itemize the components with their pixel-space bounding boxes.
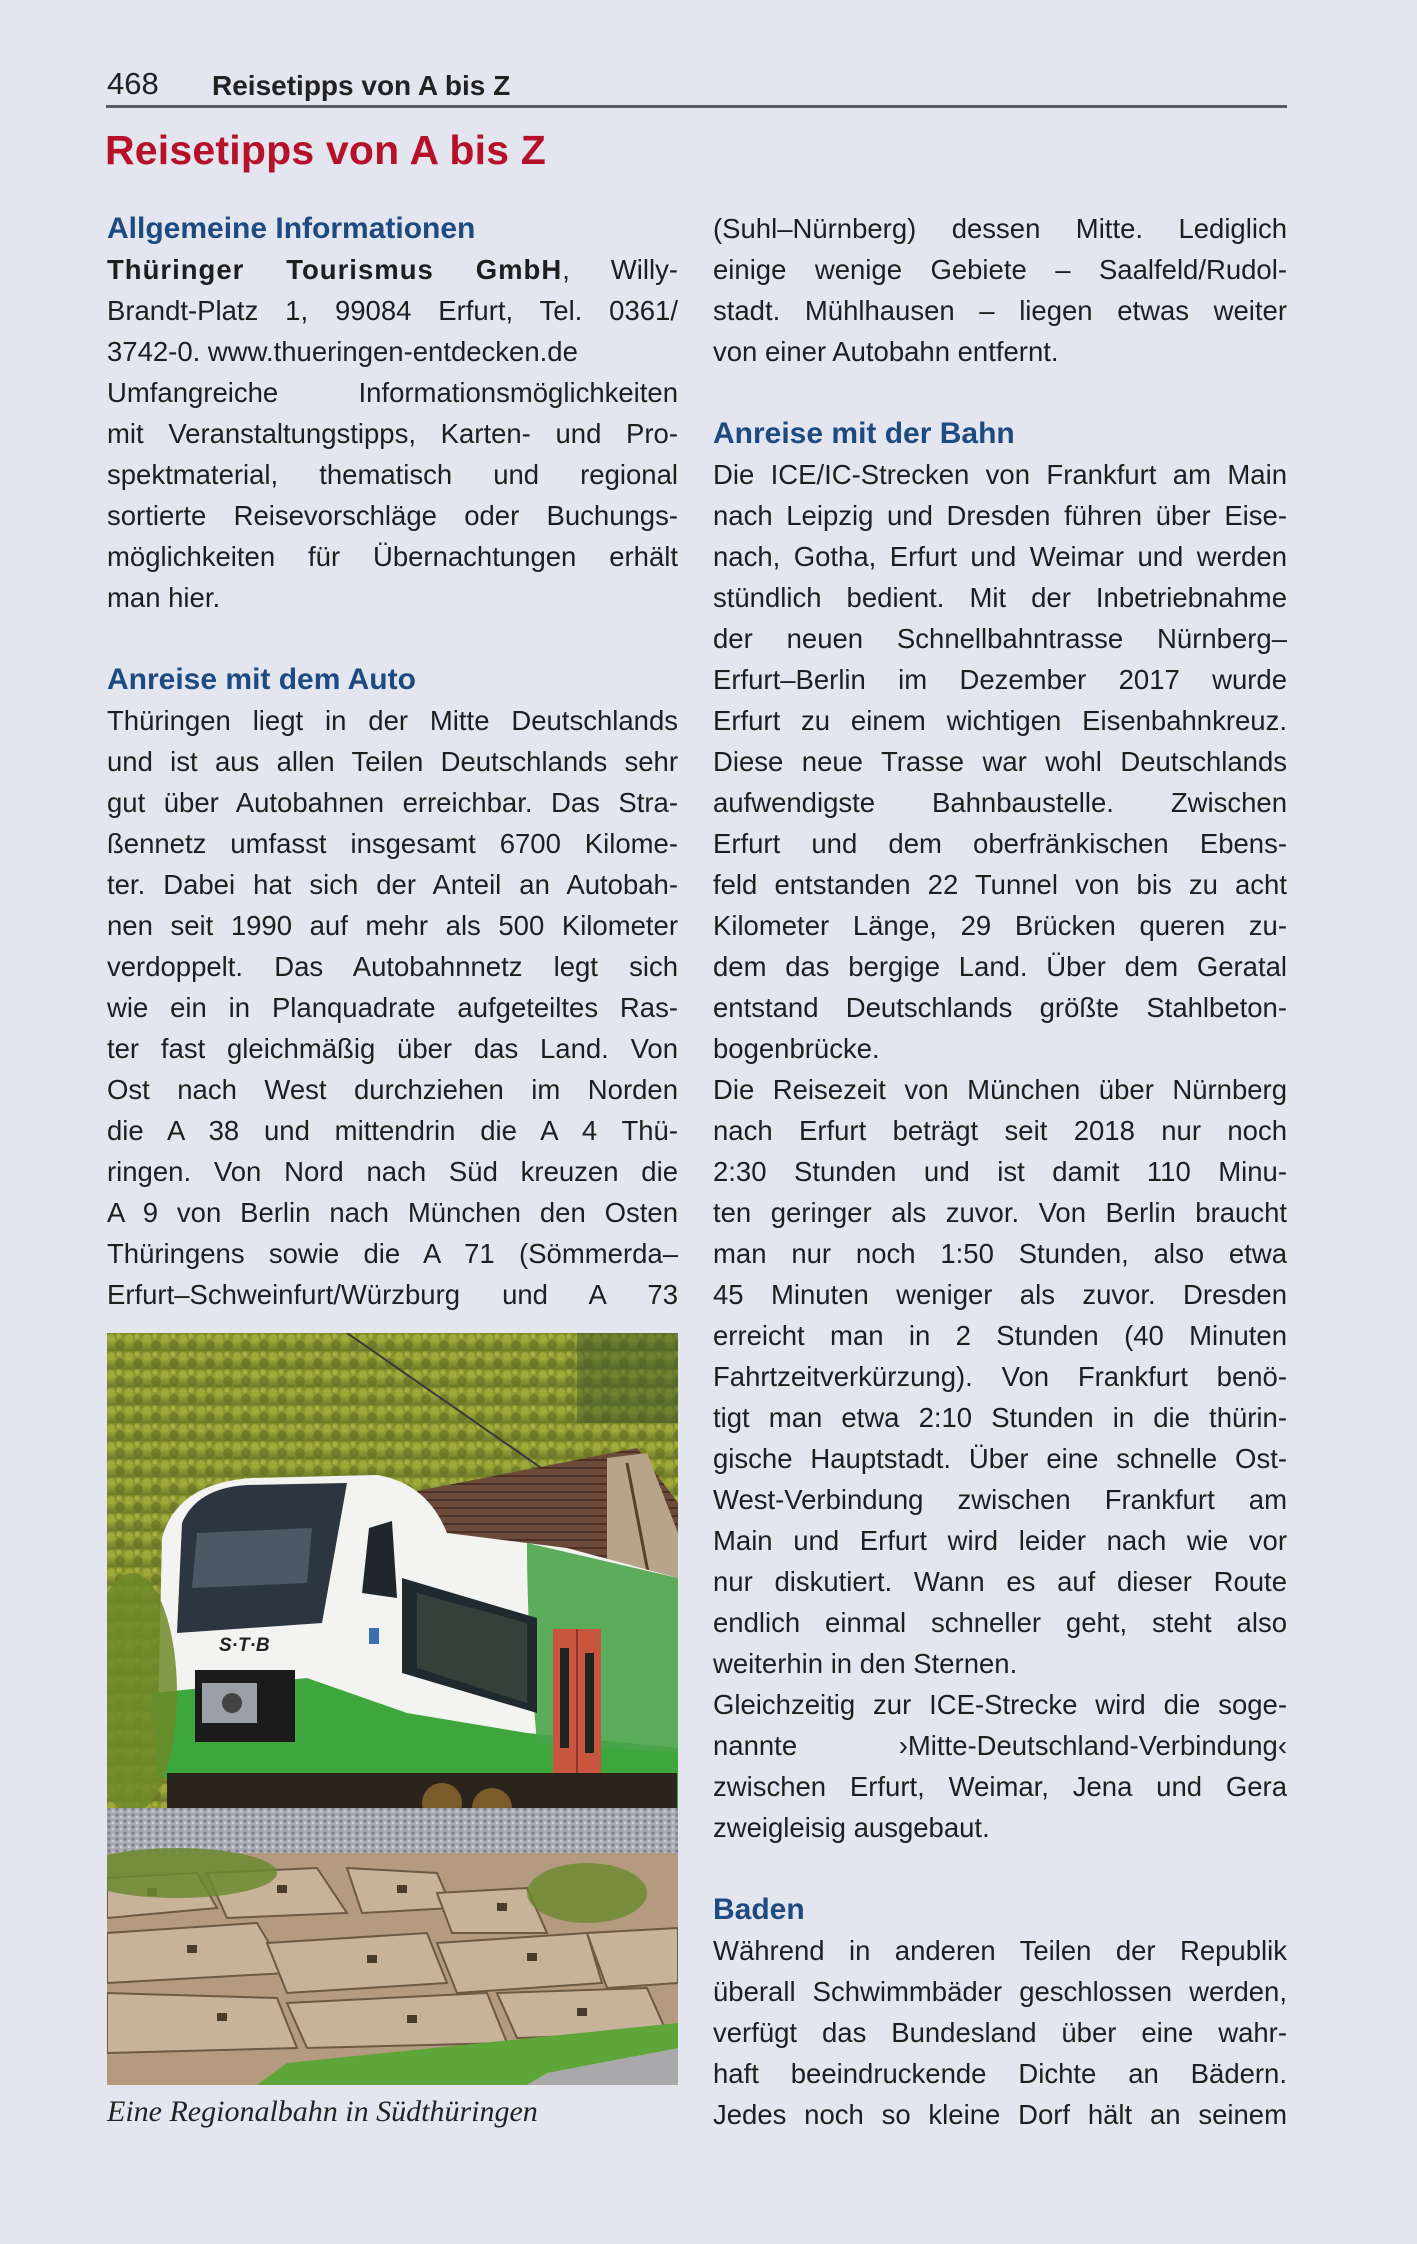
text-line: mit Veranstaltungstipps, Karten- und Pro-: [107, 418, 678, 449]
regional-train-image: [107, 1333, 678, 2085]
text-line: gische Hauptstadt. Über eine schnelle Ost-: [713, 1443, 1287, 1474]
text-line: Erfurt–Schweinfurt/Würzburg und A 73: [107, 1279, 678, 1310]
text-line: Während in anderen Teilen der Republik: [713, 1935, 1287, 1966]
text-line: West-Verbindung zwischen Frankfurt am: [713, 1484, 1287, 1515]
text-line: einige wenige Gebiete – Saalfeld/Rudol-: [713, 254, 1287, 285]
text-line: Erfurt zu einem wichtigen Eisenbahnkreuz.: [713, 705, 1287, 736]
train-label: S·T·B: [219, 1635, 270, 1656]
text-line: zweigleisig ausgebaut.: [713, 1812, 990, 1843]
section-heading-anreise-auto: Anreise mit dem Auto: [107, 663, 416, 696]
text-line: ßennetz umfasst insgesamt 6700 Kilome-: [107, 828, 678, 859]
text-line: spektmaterial, thematisch und regional: [107, 459, 678, 490]
text-line: nannte ›Mitte-Deutschland-Verbindung‹: [713, 1730, 1287, 1761]
text-line: endlich einmal schneller geht, steht also: [713, 1607, 1287, 1638]
text-line: bogenbrücke.: [713, 1033, 880, 1064]
running-header-title: Reisetipps von A bis Z: [212, 70, 511, 101]
text-line: Fahrtzeitverkürzung). Von Frankfurt benö-: [713, 1361, 1287, 1392]
text-line: Thüringens sowie die A 71 (Sömmerda–: [107, 1238, 678, 1269]
text-line: sortierte Reisevorschläge oder Buchungs-: [107, 500, 678, 531]
text-line: A 9 von Berlin nach München den Osten: [107, 1197, 678, 1228]
text-line: Main und Erfurt wird leider nach wie vor: [713, 1525, 1287, 1556]
text-line: der neuen Schnellbahntrasse Nürnberg–: [713, 623, 1287, 654]
text-line: verdoppelt. Das Autobahnnetz legt sich: [107, 951, 678, 982]
text-line: Umfangreiche Informationsmöglichkeiten: [107, 377, 678, 408]
text-line: erreicht man in 2 Stunden (40 Minuten: [713, 1320, 1287, 1351]
text-line: die A 38 und mittendrin die A 4 Thü-: [107, 1115, 678, 1146]
text-line: von einer Autobahn entfernt.: [713, 336, 1059, 367]
website-line: 3742-0. www.thueringen-entdecken.de: [107, 336, 578, 367]
text-line: aufwendigste Bahnbaustelle. Zwischen: [713, 787, 1287, 818]
text-line: Gleichzeitig zur ICE-Strecke wird die soge-: [713, 1689, 1287, 1720]
train-photo: [107, 1333, 678, 2085]
organization-name: Thüringer Tourismus GmbH: [107, 254, 563, 285]
text-line: nach Erfurt beträgt seit 2018 nur noch: [713, 1115, 1287, 1146]
text-line: Die Reisezeit von München über Nürnberg: [713, 1074, 1287, 1105]
section-heading-baden: Baden: [713, 1893, 805, 1926]
text-line: Kilometer Länge, 29 Brücken queren zu-: [713, 910, 1287, 941]
section-heading-anreise-bahn: Anreise mit der Bahn: [713, 417, 1015, 450]
text-line: tigt man etwa 2:10 Stunden in die thürin-: [713, 1402, 1287, 1433]
text-line: wie ein in Planquadrate aufgeteiltes Ras-: [107, 992, 678, 1023]
text-line: entstand Deutschlands größte Stahlbeton-: [713, 992, 1287, 1023]
text-line: zwischen Erfurt, Weimar, Jena und Gera: [713, 1771, 1287, 1802]
header-rule: [106, 105, 1287, 108]
text-line: Brandt-Platz 1, 99084 Erfurt, Tel. 0361/: [107, 295, 678, 326]
text-line: man hier.: [107, 582, 221, 613]
text-line: Jedes noch so kleine Dorf hält an seinem: [713, 2099, 1287, 2130]
text-line: ringen. Von Nord nach Süd kreuzen die: [107, 1156, 678, 1187]
text-line: gut über Autobahnen erreichbar. Das Stra-: [107, 787, 678, 818]
section-heading-allgemeine-informationen: Allgemeine Informationen: [107, 212, 476, 245]
text-line: überall Schwimmbäder geschlossen werden,: [713, 1976, 1287, 2007]
text-line: nur diskutiert. Wann es auf dieser Route: [713, 1566, 1287, 1597]
text-line: Thüringen liegt in der Mitte Deutschlands: [107, 705, 678, 736]
text-line: Diese neue Trasse war wohl Deutschlands: [713, 746, 1287, 777]
text-line: stündlich bedient. Mit der Inbetriebnahme: [713, 582, 1287, 613]
text-line: nach, Gotha, Erfurt und Weimar und werden: [713, 541, 1287, 572]
text-line: Ost nach West durchziehen im Norden: [107, 1074, 678, 1105]
text-line: Thüringer Tourismus GmbH, Willy-: [107, 254, 678, 285]
text-line: Erfurt–Berlin im Dezember 2017 wurde: [713, 664, 1287, 695]
text-line: weiterhin in den Sternen.: [713, 1648, 1018, 1679]
text-line: nach Leipzig und Dresden führen über Eise-: [713, 500, 1287, 531]
text-line: 2:30 Stunden und ist damit 110 Minu-: [713, 1156, 1287, 1187]
text-line: dem das bergige Land. Über dem Geratal: [713, 951, 1287, 982]
photo-caption: Eine Regionalbahn in Südthüringen: [107, 2095, 538, 2128]
text-line: man nur noch 1:50 Stunden, also etwa: [713, 1238, 1287, 1269]
text-line: Die ICE/IC-Strecken von Frankfurt am Main: [713, 459, 1287, 490]
text-line: ter fast gleichmäßig über das Land. Von: [107, 1033, 678, 1064]
text-line: (Suhl–Nürnberg) dessen Mitte. Lediglich: [713, 213, 1287, 244]
text-line: verfügt das Bundesland über eine wahr-: [713, 2017, 1287, 2048]
text-line: Erfurt und dem oberfränkischen Ebens-: [713, 828, 1287, 859]
text-line: haft beeindruckende Dichte an Bädern.: [713, 2058, 1287, 2089]
text-line: und ist aus allen Teilen Deutschlands sehr: [107, 746, 678, 777]
text-line: ter. Dabei hat sich der Anteil an Autobah-: [107, 869, 678, 900]
text-line: feld entstanden 22 Tunnel von bis zu acht: [713, 869, 1287, 900]
text-line: nen seit 1990 auf mehr als 500 Kilometer: [107, 910, 678, 941]
text-line: stadt. Mühlhausen – liegen etwas weiter: [713, 295, 1287, 326]
text-line: 45 Minuten weniger als zuvor. Dresden: [713, 1279, 1287, 1310]
text-line: möglichkeiten für Übernachtungen erhält: [107, 541, 678, 572]
page-title: Reisetipps von A bis Z: [105, 127, 547, 173]
text-line: ten geringer als zuvor. Von Berlin braucht: [713, 1197, 1287, 1228]
page-number: 468: [107, 66, 159, 101]
